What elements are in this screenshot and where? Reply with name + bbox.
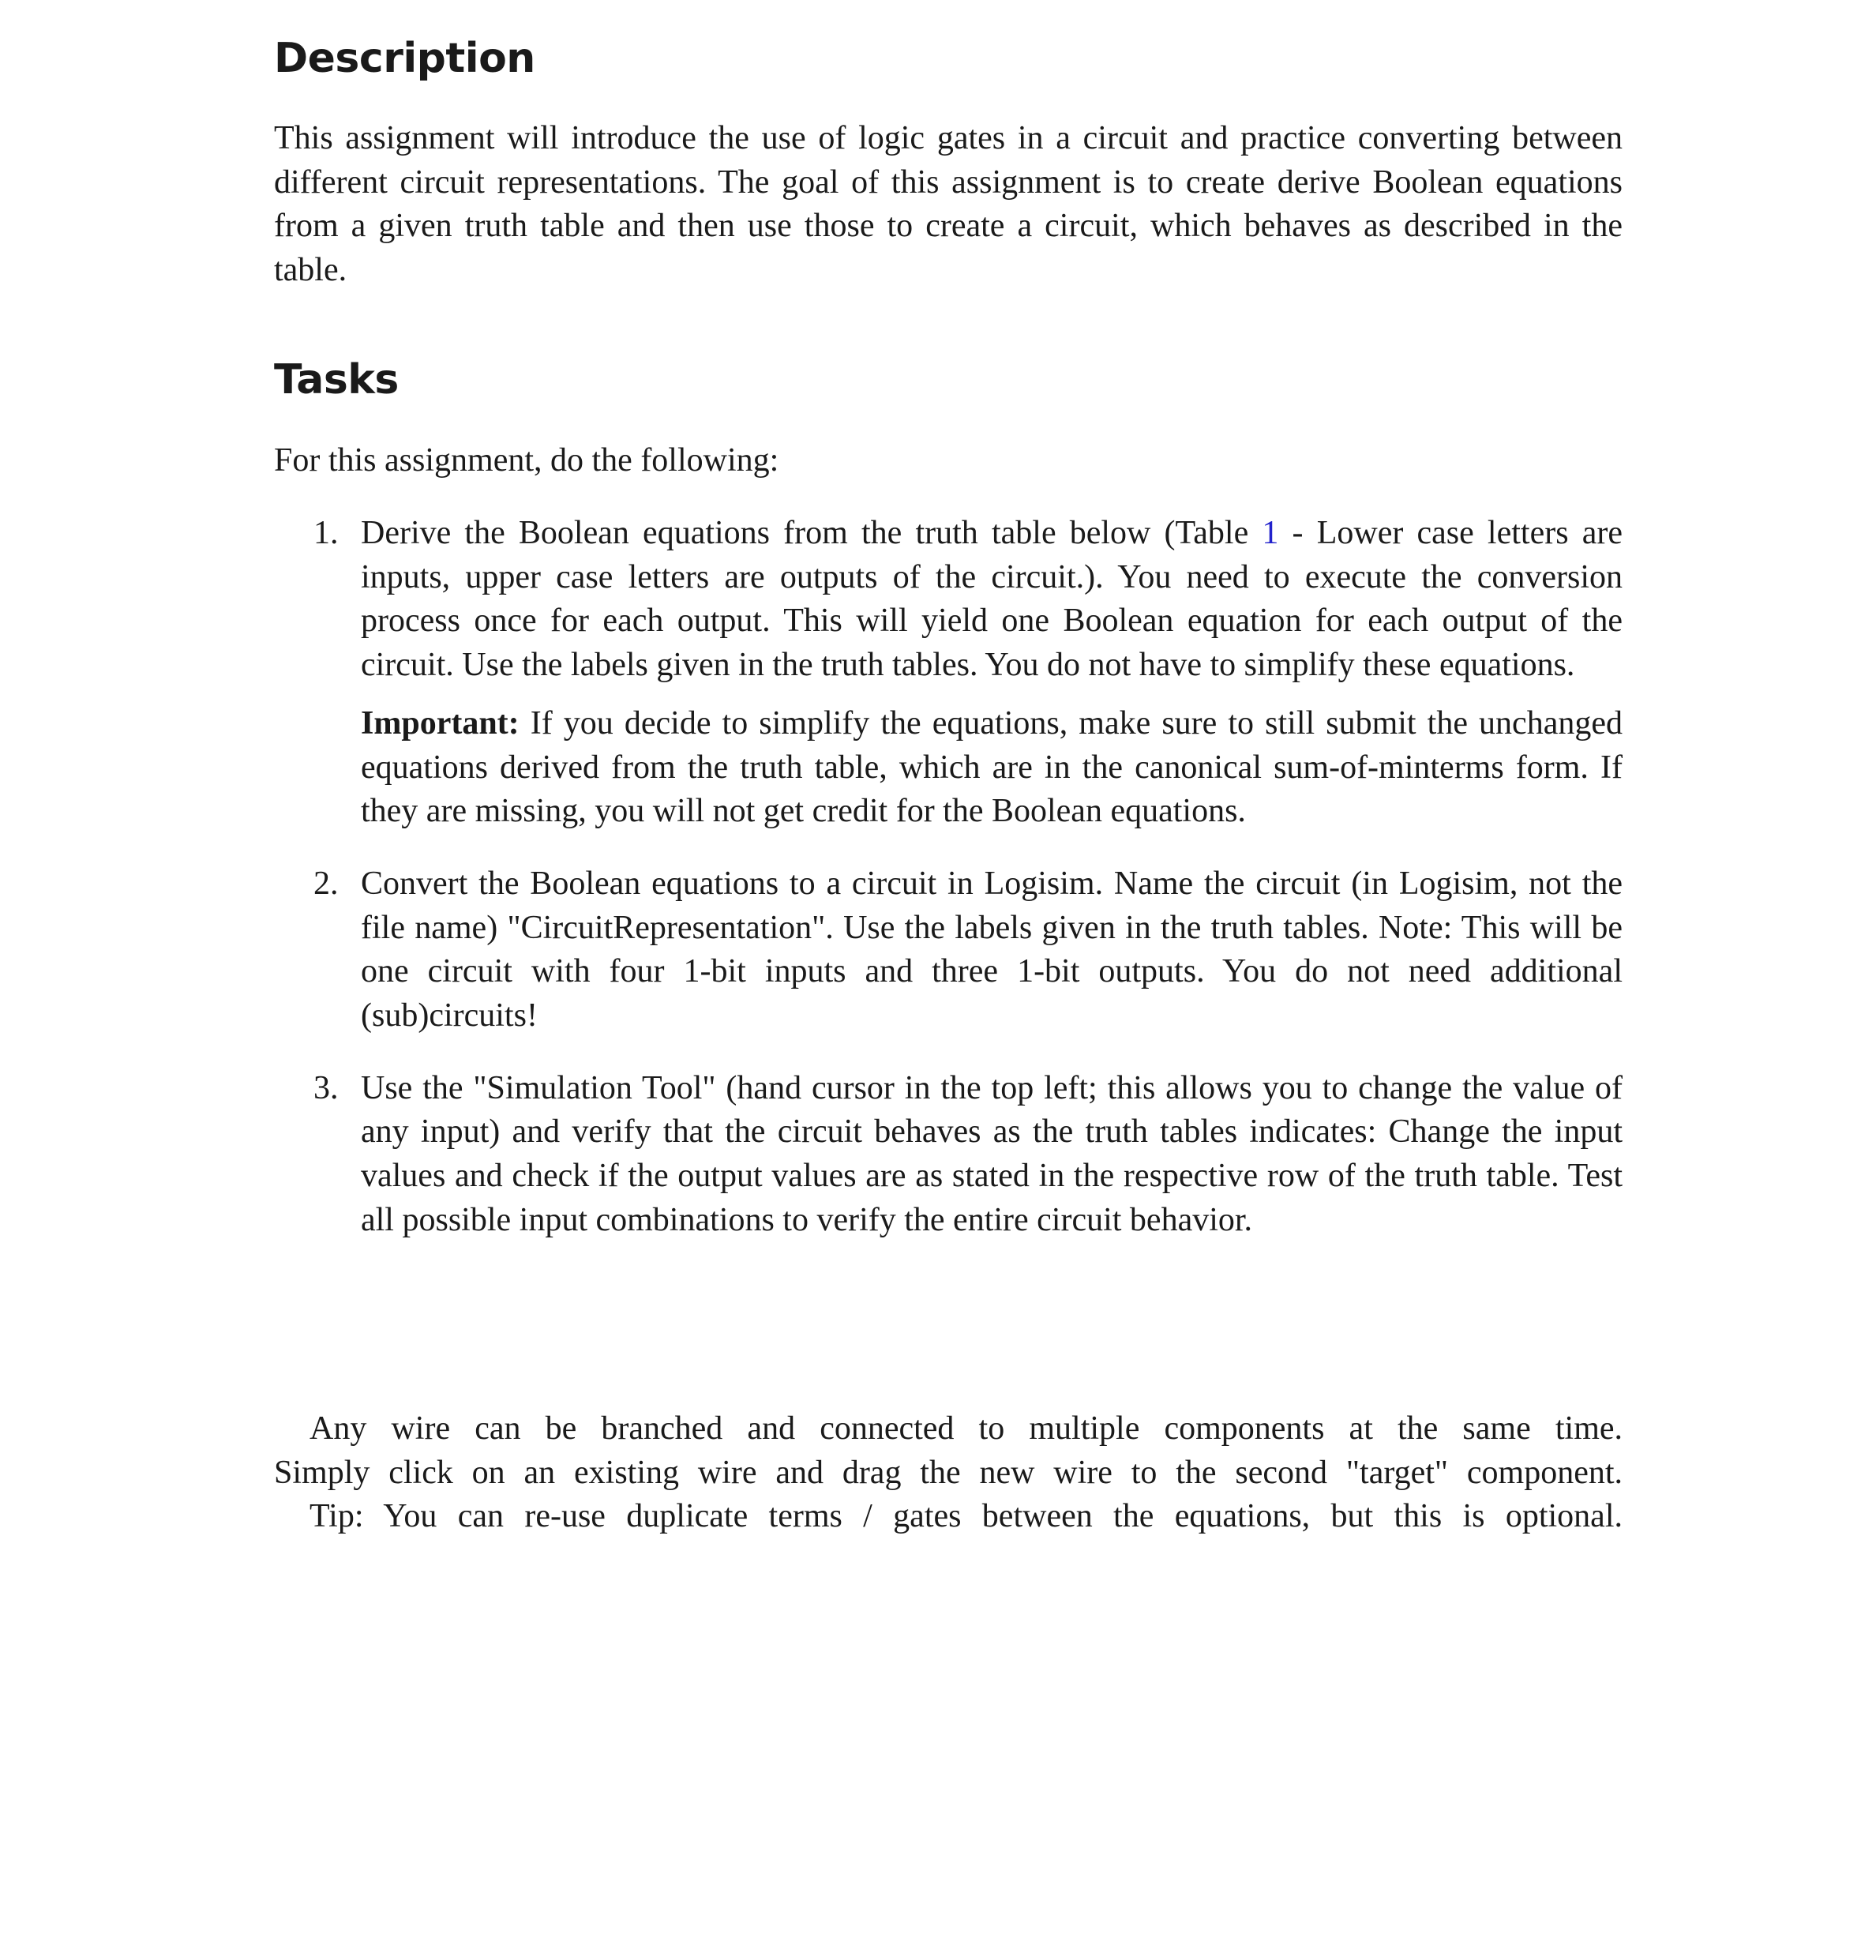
task-item-2 <box>274 862 1623 1038</box>
task-item-3 <box>274 1067 1623 1243</box>
important-text: If you decide to simplify the equations, make sure to still submit the unchanged equations derived from the truth table, which are in the canonical sum-of-minterms form. If they are missing, you will not get credit for the Boolean equations. <box>361 704 1623 830</box>
task-text-start: Derive the Boolean equations from the truth table below (Table <box>361 515 1263 551</box>
task-list <box>274 512 1623 1243</box>
closing-paragraph <box>274 1407 1623 1495</box>
closing-line-2: Simply click on an existing wire and drag the new wire to the second "target" component. <box>274 1454 1623 1491</box>
task-number: 3. <box>313 1069 339 1106</box>
task-item-1 <box>274 512 1623 834</box>
important-label: Important: <box>361 704 520 742</box>
closing-line-1: Any wire can be branched and connected to multiple components at the same time. <box>310 1410 1623 1447</box>
task-text-end: - Lower case letters are inputs, upper case letters are outputs of the circuit.). You need to execute the conversion process once for each output. This will yield one Boolean equation for each output of the circuit. Use the labels given in the truth tables. You do not have to simplify these equations. <box>361 515 1623 684</box>
description-paragraph: This assignment will introduce the use of logic gates in a circuit and practice converting between different circuit representations. The goal of this assignment is to create derive Boolean equations from a given truth table and then use those to create a circuit, which behaves as described in the table. <box>274 120 1623 289</box>
task-text <box>361 512 1623 688</box>
task-text: Use the "Simulation Tool" (hand cursor in the top left; this allows you to change the value of any input) and verify that the circuit behaves as the truth tables indicates: Change the input values and check if the output values are as stated in the respective row of the truth table. Test all possible input combinations to verify the entire circuit behavior. <box>361 1069 1623 1238</box>
table-reference-link[interactable]: 1 <box>1262 515 1279 551</box>
task-number: 2. <box>313 865 339 902</box>
tasks-heading: Tasks <box>274 356 399 404</box>
important-note <box>361 702 1623 834</box>
tip-paragraph: Tip: You can re-use duplicate terms / gates between the equations, but this is optional. <box>310 1498 1623 1534</box>
description-heading: Description <box>274 35 535 82</box>
task-number: 1. <box>313 515 339 551</box>
tasks-intro: For this assignment, do the following: <box>274 442 779 479</box>
task-text: Convert the Boolean equations to a circuit in Logisim. Name the circuit (in Logisim, not the file name) "CircuitRepresentation". Use the labels given in the truth tables. Note: This will be one circuit with four 1-bit inputs and three 1-bit outputs. You do not need additional (sub)circuits! <box>361 865 1623 1034</box>
